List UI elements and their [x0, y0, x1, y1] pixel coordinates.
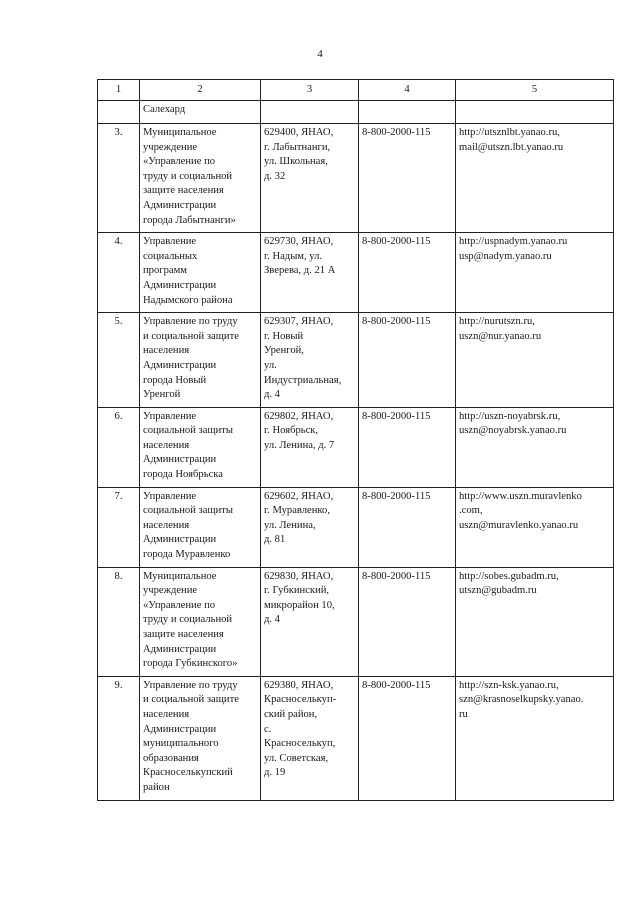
column-header-1: 1 [98, 80, 140, 101]
contacts-cell: http://uszn-noyabrsk.ru, uszn@noyabrsk.yanao.ru [456, 407, 614, 487]
address-cell [261, 101, 359, 124]
row-number-cell: 5. [98, 313, 140, 408]
phone-cell: 8-800-2000-115 [359, 567, 456, 676]
contacts-cell: http://szn-ksk.yanao.ru, szn@krasnoselkupsky.yanao. ru [456, 676, 614, 800]
page-number: 4 [317, 48, 323, 60]
organization-name-cell: Муниципальное учреждение «Управление по труду и социальной защите населения Администрации города Губкинского» [140, 567, 261, 676]
address-cell: 629380, ЯНАО, Красноселькуп- ский район, с. Красноселькуп, ул. Советская, д. 19 [261, 676, 359, 800]
phone-cell: 8-800-2000-115 [359, 407, 456, 487]
table-row [98, 567, 614, 676]
table-row [98, 487, 614, 567]
organization-name-cell: Управление по труду и социальной защите населения Администрации города Новый Уренгой [140, 313, 261, 408]
contacts-cell: http://utsznlbt.yanao.ru, mail@utszn.lbt.yanao.ru [456, 124, 614, 233]
address-cell: 629307, ЯНАО, г. Новый Уренгой, ул. Индустриальная, д. 4 [261, 313, 359, 408]
organization-name-cell: Управление социальных программ Администрации Надымского района [140, 233, 261, 313]
row-number-cell: 7. [98, 487, 140, 567]
organization-name-cell: Управление по труду и социальной защите населения Администрации муниципального образования Красноселькупский район [140, 676, 261, 800]
phone-cell [359, 101, 456, 124]
phone-cell: 8-800-2000-115 [359, 313, 456, 408]
phone-cell: 8-800-2000-115 [359, 487, 456, 567]
table-row [98, 407, 614, 487]
table-row [98, 124, 614, 233]
address-cell: 629730, ЯНАО, г. Надым, ул. Зверева, д. 21 А [261, 233, 359, 313]
address-cell: 629602, ЯНАО, г. Муравленко, ул. Ленина, д. 81 [261, 487, 359, 567]
address-cell: 629830, ЯНАО, г. Губкинский, микрорайон 10, д. 4 [261, 567, 359, 676]
row-number-cell: 4. [98, 233, 140, 313]
header-row [98, 80, 614, 101]
row-number-cell: 6. [98, 407, 140, 487]
phone-cell: 8-800-2000-115 [359, 676, 456, 800]
column-header-4: 4 [359, 80, 456, 101]
address-cell: 629802, ЯНАО, г. Ноябрьск, ул. Ленина, д. 7 [261, 407, 359, 487]
address-cell: 629400, ЯНАО, г. Лабытнанги, ул. Школьная, д. 32 [261, 124, 359, 233]
row-number-cell: 9. [98, 676, 140, 800]
phone-cell: 8-800-2000-115 [359, 124, 456, 233]
organization-name-cell: Управление социальной защиты населения Администрации города Муравленко [140, 487, 261, 567]
contacts-cell: http://nurutszn.ru, uszn@nur.yanao.ru [456, 313, 614, 408]
organization-name-cell: Управление социальной защиты населения Администрации города Ноябрьска [140, 407, 261, 487]
table-row [98, 313, 614, 408]
column-header-5: 5 [456, 80, 614, 101]
organization-name-cell: Муниципальное учреждение «Управление по труду и социальной защите населения Администрации города Лабытнанги» [140, 124, 261, 233]
phone-cell: 8-800-2000-115 [359, 233, 456, 313]
column-header-3: 3 [261, 80, 359, 101]
organizations-table [97, 79, 614, 801]
contacts-cell [456, 101, 614, 124]
contacts-cell: http://sobes.gubadm.ru, utszn@gubadm.ru [456, 567, 614, 676]
row-number-cell [98, 101, 140, 124]
organization-name-cell: Салехард [140, 101, 261, 124]
row-number-cell: 3. [98, 124, 140, 233]
continuation-row [98, 101, 614, 124]
table-row [98, 676, 614, 800]
row-number-cell: 8. [98, 567, 140, 676]
contacts-cell: http://uspnadym.yanao.ru usp@nadym.yanao.ru [456, 233, 614, 313]
contacts-cell: http://www.uszn.muravlenko .com, uszn@muravlenko.yanao.ru [456, 487, 614, 567]
table-row [98, 233, 614, 313]
column-header-2: 2 [140, 80, 261, 101]
